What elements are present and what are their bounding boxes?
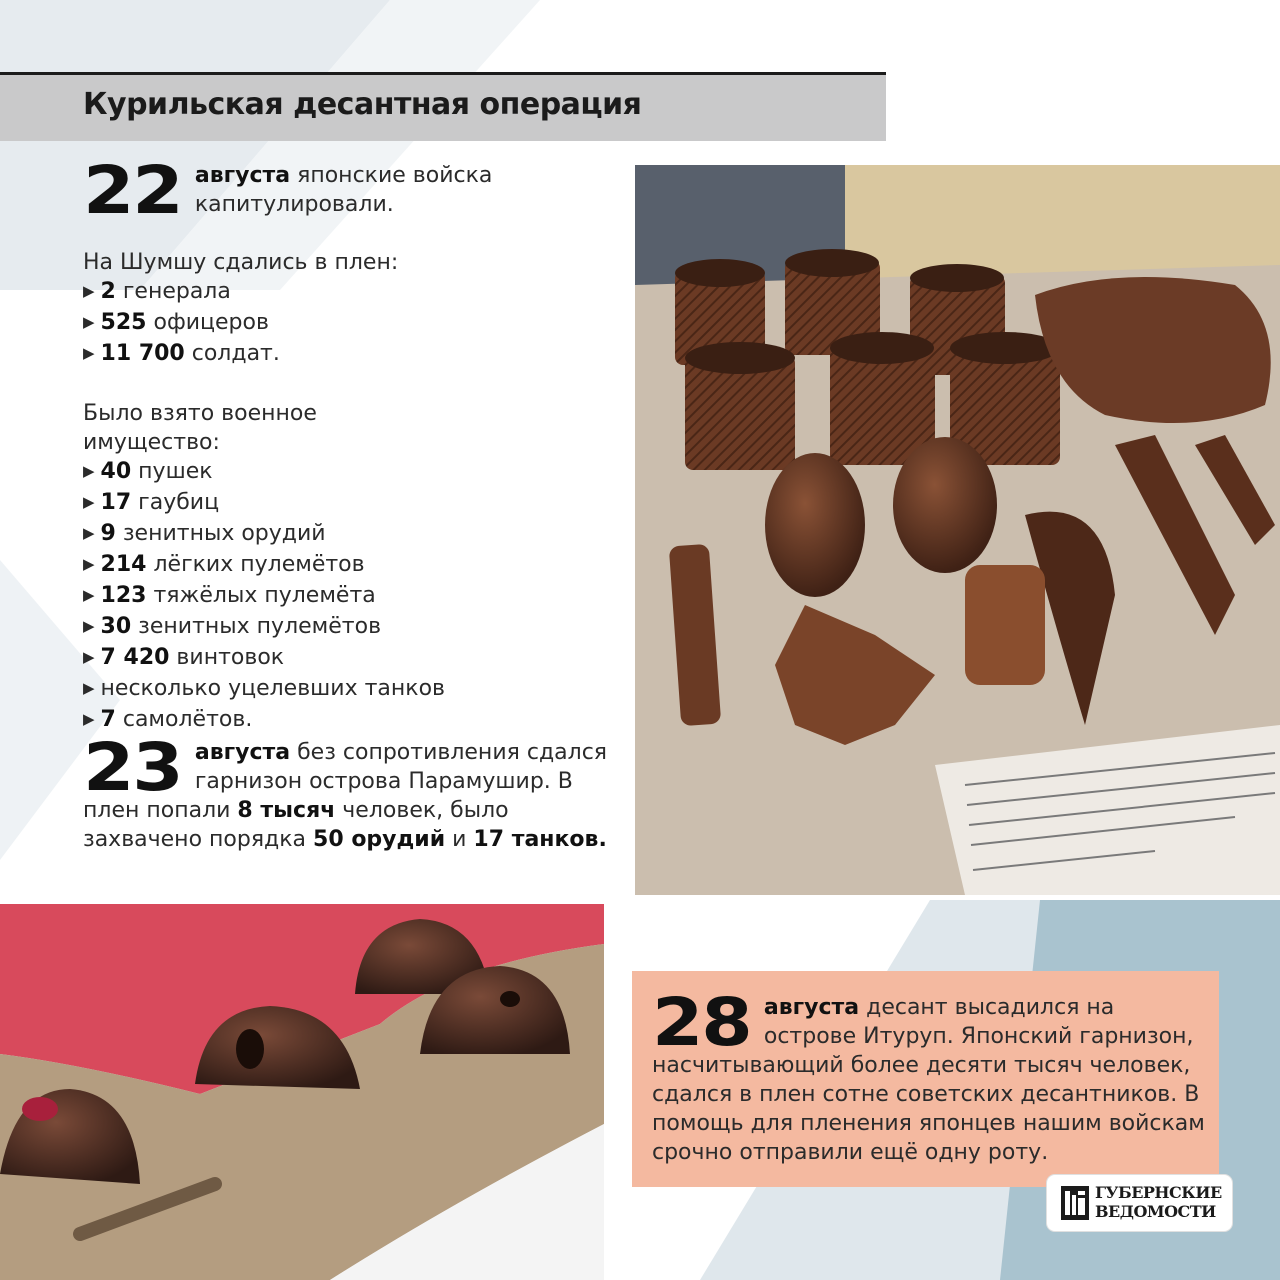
surrendered-list xyxy=(83,277,603,370)
bullet-arrow-icon: ▶ xyxy=(83,493,95,511)
section-28-august: 28 августа десант высадился на острове Итуруп. Японский гарнизон, насчитывающий более десяти тысяч человек, сдался в плен сотне советских десантников. В помощь для пленения японцев нашим войскам срочно отправили ещё одну роту. xyxy=(652,984,1205,1165)
photo-artifacts xyxy=(635,165,1280,895)
bullet-arrow-icon: ▶ xyxy=(83,617,95,635)
list-item: ▶ 17 гаубиц xyxy=(83,490,220,515)
bullet-arrow-icon: ▶ xyxy=(83,344,95,362)
logo-text: ГУБЕРНСКИЕ ВЕДОМОСТИ xyxy=(1095,1183,1222,1221)
section-22-august xyxy=(83,161,603,736)
publisher-logo xyxy=(1047,1175,1232,1231)
list-item: ▶ 214 лёгких пулемётов xyxy=(83,552,365,577)
surrender-intro: На Шумшу сдались в плен: xyxy=(83,250,399,275)
list-item: ▶ 525 офицеров xyxy=(83,310,269,335)
list-item: ▶ 30 зенитных пулемётов xyxy=(83,614,382,639)
bullet-arrow-icon: ▶ xyxy=(83,313,95,331)
bullet-arrow-icon: ▶ xyxy=(83,710,95,728)
list-item: ▶ 11 700 солдат. xyxy=(83,341,280,366)
section-23-august: 23 августа без сопротивления сдался гарнизон острова Парамушир. В плен попали 8 тысяч человек, было захвачено порядка 50 орудий и 17 танков. xyxy=(83,729,608,852)
property-list xyxy=(83,457,603,736)
date-22: 22 xyxy=(83,161,182,219)
title-bar xyxy=(0,72,886,141)
page-title: Курильская десантная операция xyxy=(83,87,642,122)
capitulation-text: японские войска капитулировали. xyxy=(194,163,493,217)
list-item: ▶ 2 генерала xyxy=(83,279,231,304)
property-intro: Было взято военное имущество: xyxy=(83,401,317,455)
bullet-arrow-icon: ▶ xyxy=(83,524,95,542)
date-28: 28 xyxy=(652,984,751,1061)
date-23: 23 xyxy=(83,729,182,806)
list-item: ▶ 7 420 винтовок xyxy=(83,645,285,670)
bullet-arrow-icon: ▶ xyxy=(83,586,95,604)
list-item: ▶ 7 самолётов. xyxy=(83,707,253,732)
list-item: ▶ несколько уцелевших танков xyxy=(83,676,446,701)
bullet-arrow-icon: ▶ xyxy=(83,679,95,697)
bullet-arrow-icon: ▶ xyxy=(83,462,95,480)
bullet-arrow-icon: ▶ xyxy=(83,282,95,300)
bullet-arrow-icon: ▶ xyxy=(83,555,95,573)
logo-mark-icon xyxy=(1061,1186,1089,1220)
bullet-arrow-icon: ▶ xyxy=(83,648,95,666)
list-item: ▶ 40 пушек xyxy=(83,459,213,484)
list-item: ▶ 123 тяжёлых пулемёта xyxy=(83,583,376,608)
list-item: ▶ 9 зенитных орудий xyxy=(83,521,326,546)
month-label: августа xyxy=(194,163,291,188)
photo-helmets xyxy=(0,904,604,1280)
section-28-august-box xyxy=(632,971,1219,1187)
